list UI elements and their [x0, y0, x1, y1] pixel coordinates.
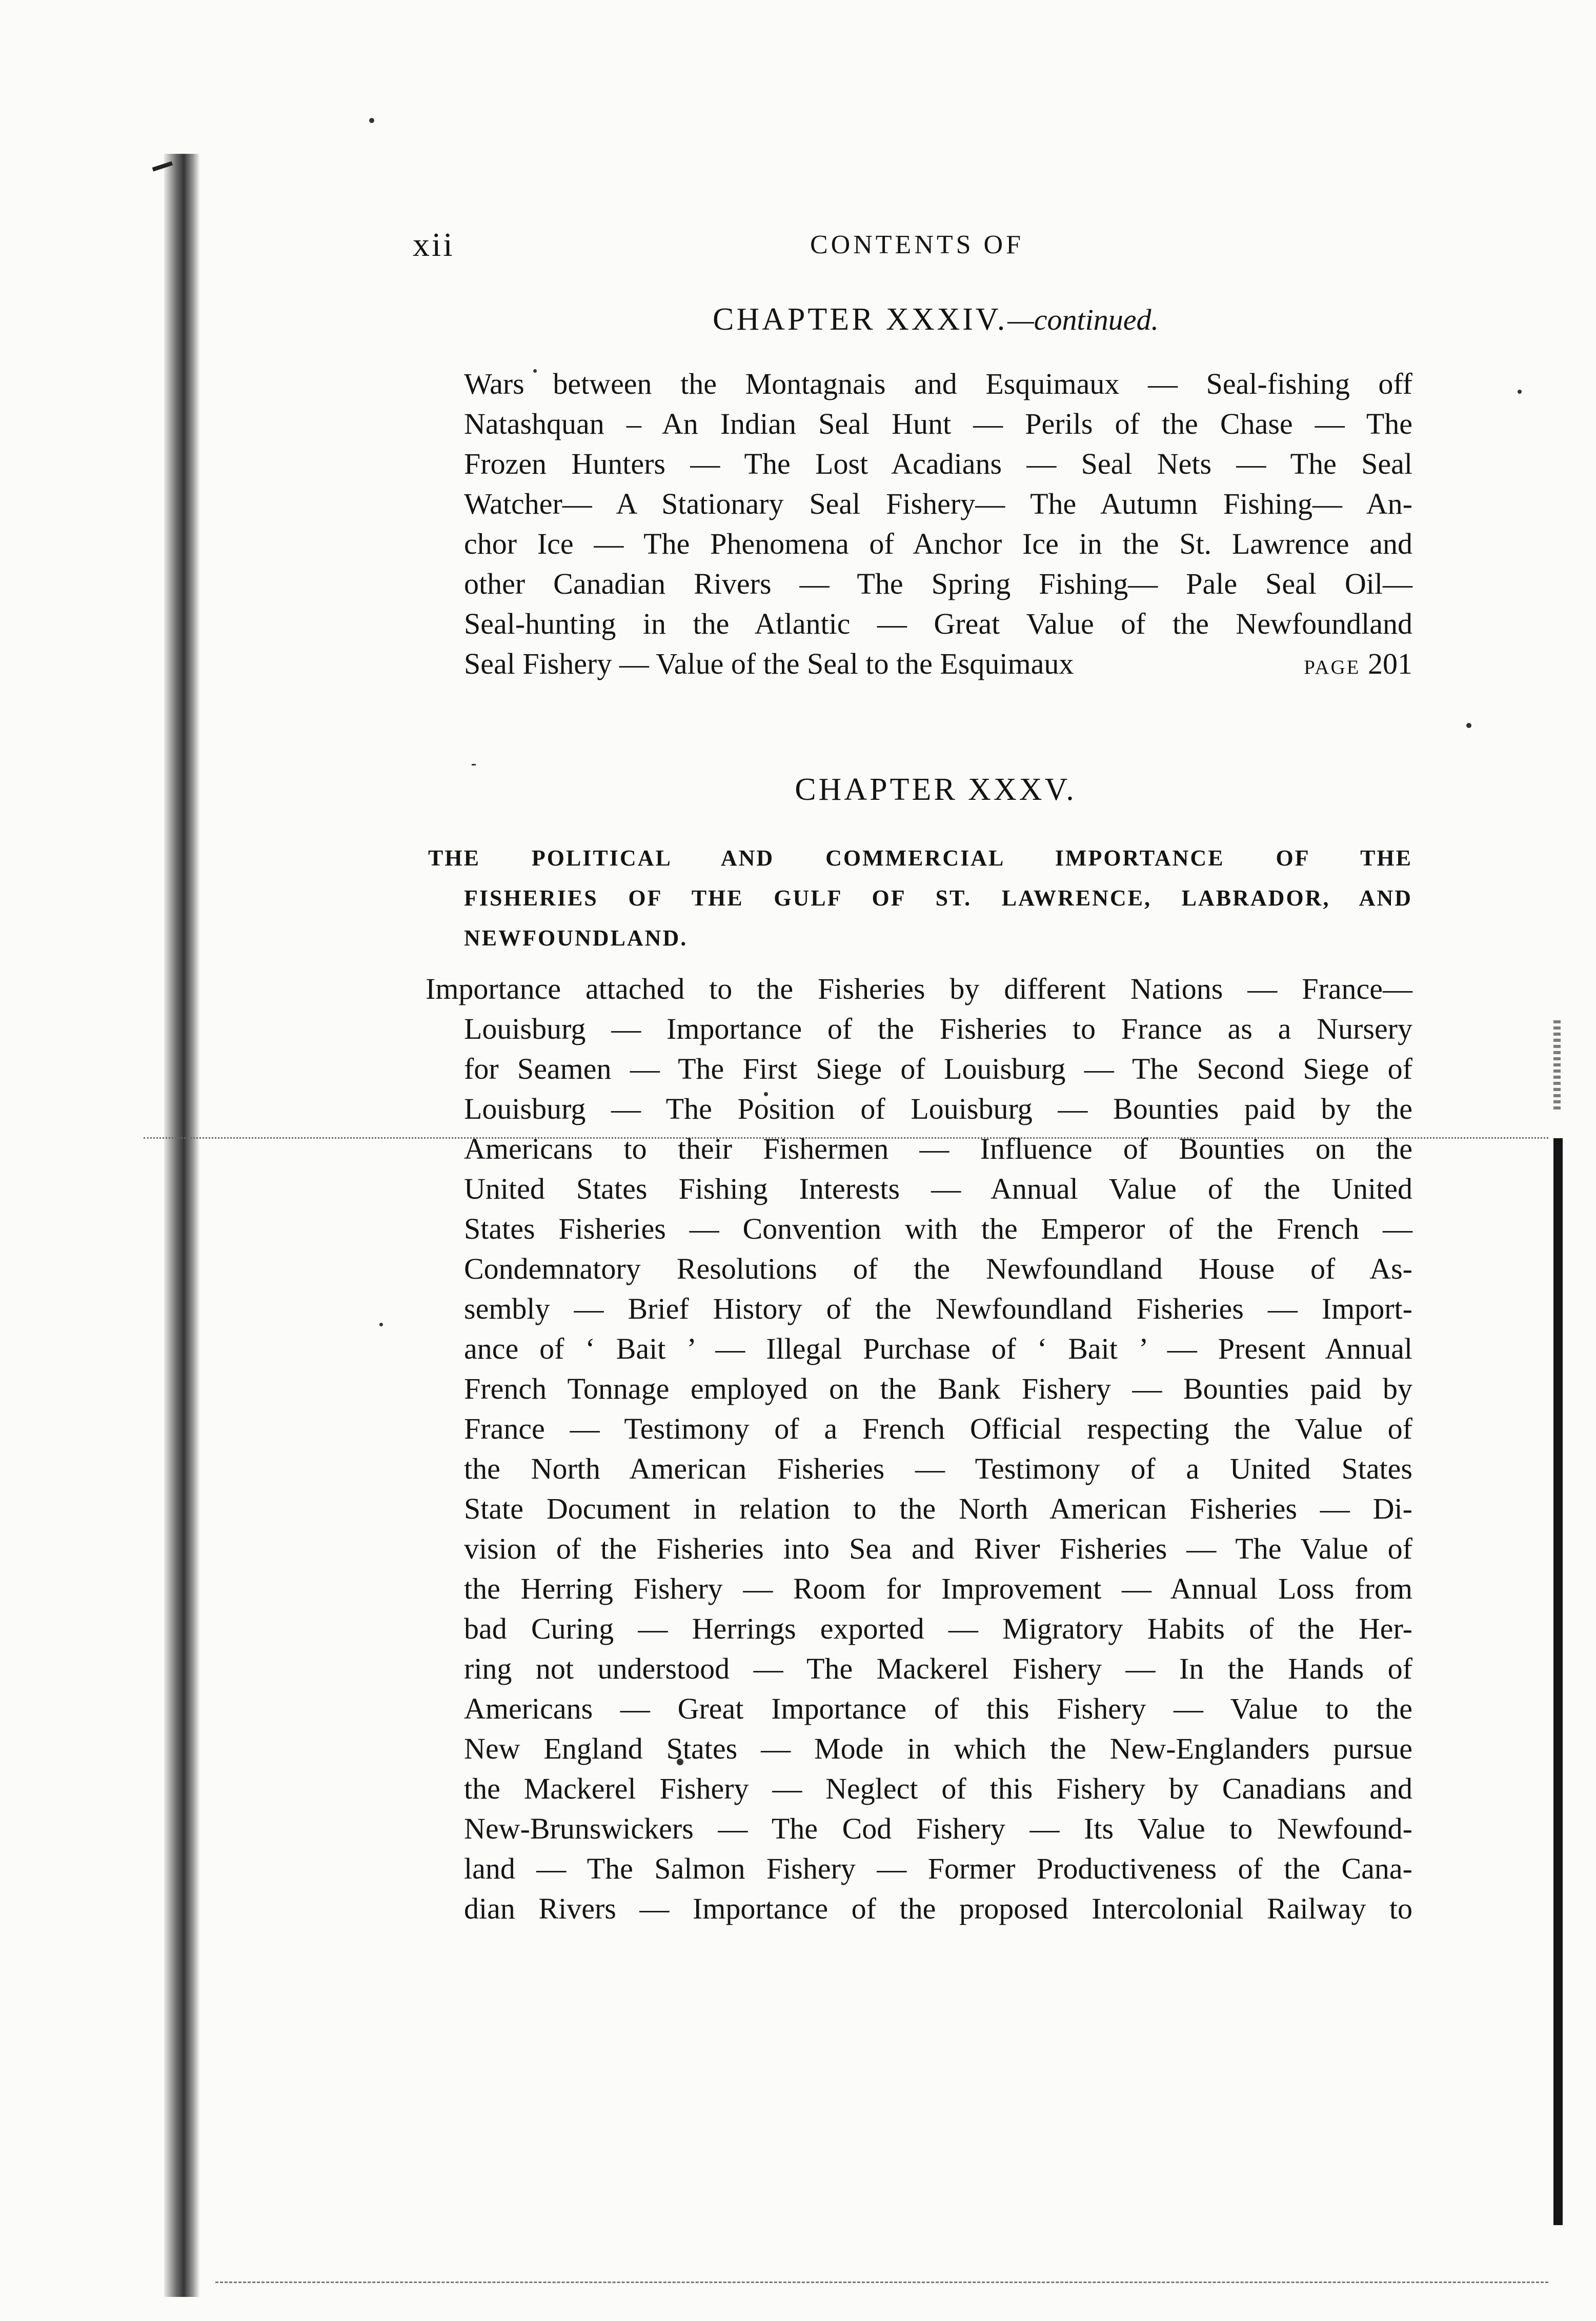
summary-last-line — [464, 644, 1412, 684]
summary-line: Americans to their Fishermen — Influence of Bounties on the — [464, 1132, 1412, 1165]
summary-line: Seal-hunting in the Atlantic — Great Value of the Newfoundland — [464, 607, 1412, 640]
summary-line: New-Brunswickers — The Cod Fishery — Its Value to Newfound- — [464, 1812, 1412, 1845]
scan-speck — [1518, 390, 1522, 394]
summary-line: Frozen Hunters — The Lost Acadians — Seal Nets — The Seal — [464, 447, 1412, 480]
chapter-35-summary — [426, 969, 1412, 1929]
summary-line: dian Rivers — Importance of the proposed Intercolonial Railway to — [464, 1892, 1412, 1925]
summary-line: the Mackerel Fishery — Neglect of this Fishery by Canadians and — [464, 1772, 1412, 1805]
page-number: 201 — [1368, 647, 1412, 680]
binding-shadow — [164, 154, 200, 2297]
scan-speck — [379, 1323, 383, 1326]
summary-line: other Canadian Rivers — The Spring Fishing— Pale Seal Oil— — [464, 567, 1412, 600]
summary-line: Louisburg — The Position of Louisburg — Bounties paid by the — [464, 1092, 1412, 1125]
page-folio: xii — [413, 226, 455, 264]
scan-speck — [369, 118, 374, 123]
summary-line: Importance attached to the Fisheries by different Nations — France— — [426, 972, 1412, 1005]
title-line: NEWFOUNDLAND. — [464, 925, 688, 951]
title-line: THE POLITICAL AND COMMERCIAL IMPORTANCE OF THE — [428, 845, 1412, 871]
scan-speck — [1466, 723, 1471, 728]
summary-line: bad Curing — Herrings exported — Migratory Habits of the Her- — [464, 1612, 1412, 1645]
chapter-34-continued: —continued. — [1007, 303, 1159, 336]
page-label: page — [1304, 649, 1361, 680]
summary-line: Condemnatory Resolutions of the Newfoundland House of As- — [464, 1252, 1412, 1285]
summary-line: Watcher— A Stationary Seal Fishery— The Autumn Fishing— An- — [464, 487, 1412, 520]
summary-line: French Tonnage employed on the Bank Fishery — Bounties paid by — [464, 1372, 1412, 1405]
summary-line: Seal Fishery — Value of the Seal to the Esquimaux — [464, 647, 1074, 680]
chapter-34-number: CHAPTER XXXIV. — [712, 302, 1008, 337]
bottom-edge-line — [215, 2282, 1548, 2283]
summary-line: the North American Fisheries — Testimony of a United States — [464, 1452, 1412, 1485]
summary-line: Wars between the Montagnais and Esquimaux — Seal-fishing off — [464, 367, 1412, 400]
summary-line: States Fisheries — Convention with the Emperor of the French — — [464, 1212, 1412, 1245]
summary-line: France — Testimony of a French Official respecting the Value of — [464, 1412, 1412, 1445]
chapter-34-summary — [464, 364, 1412, 684]
summary-line: vision of the Fisheries into Sea and River Fisheries — The Value of — [464, 1532, 1412, 1565]
summary-line: Natashquan – An Indian Seal Hunt — Perils of the Chase — The — [464, 407, 1412, 440]
summary-line: State Document in relation to the North American Fisheries — Di- — [464, 1492, 1412, 1525]
chapter-35-title — [428, 838, 1412, 958]
summary-line: ring not understood — The Mackerel Fishery — In the Hands of — [464, 1652, 1412, 1685]
summary-line: for Seamen — The First Siege of Louisburg — The Second Siege of — [464, 1052, 1412, 1085]
summary-line: Americans — Great Importance of this Fishery — Value to the — [464, 1692, 1412, 1725]
summary-line: New England States — Mode in which the New-Englanders pursue — [464, 1732, 1412, 1765]
right-edge-marks — [1553, 1020, 1561, 1113]
summary-line: sembly — Brief History of the Newfoundland Fisheries — Import- — [464, 1292, 1412, 1325]
scan-speck — [472, 764, 476, 765]
summary-line: chor Ice — The Phenomena of Anchor Ice in the St. Lawrence and — [464, 527, 1412, 560]
running-head — [0, 226, 1596, 272]
running-title: CONTENTS OF — [810, 230, 1024, 259]
summary-line: Louisburg — Importance of the Fisheries to France as a Nursery — [464, 1012, 1412, 1045]
right-edge-bar — [1553, 1138, 1563, 2225]
summary-line: land — The Salmon Fishery — Former Productiveness of the Cana- — [464, 1852, 1412, 1885]
summary-line: ance of ‘ Bait ’ — Illegal Purchase of ‘ Bait ’ — Present Annual — [464, 1332, 1412, 1365]
page-reference — [1304, 644, 1412, 684]
chapter-34-heading — [461, 301, 1410, 338]
summary-line: the Herring Fishery — Room for Improvement — Annual Loss from — [464, 1572, 1412, 1605]
chapter-35-heading: CHAPTER XXXV. — [795, 772, 1077, 807]
summary-line: United States Fishing Interests — Annual Value of the United — [464, 1172, 1412, 1205]
title-line: FISHERIES OF THE GULF OF ST. LAWRENCE, LABRADOR, AND — [464, 885, 1412, 911]
